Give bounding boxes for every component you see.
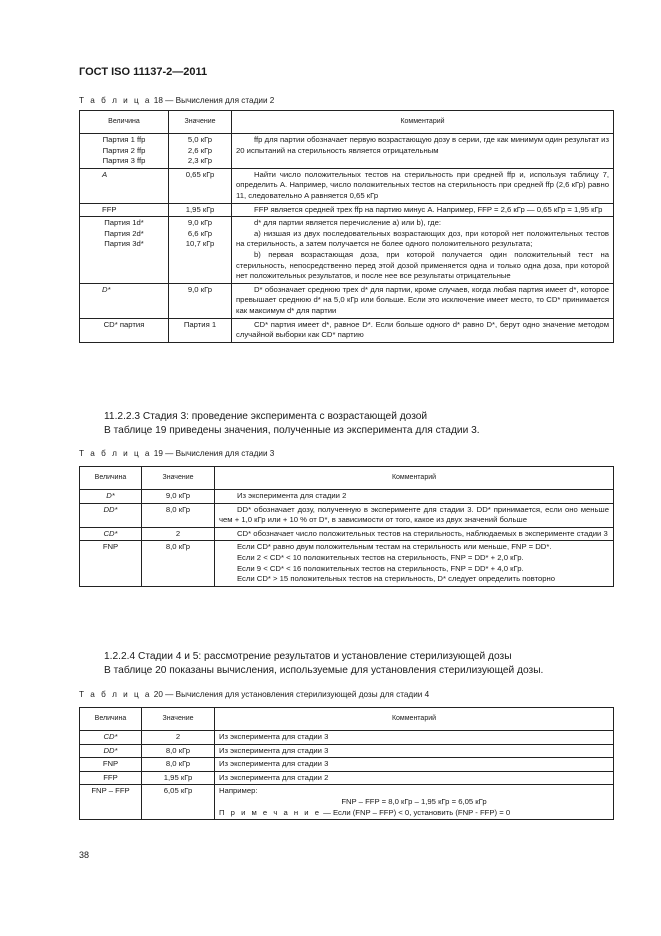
formula-line: FNP – FFP = 8,0 кГр – 1,95 кГр = 6,05 кГр bbox=[341, 796, 487, 806]
cell-value: 9,0 кГр bbox=[142, 490, 215, 504]
table-row bbox=[80, 283, 614, 318]
caption-text: 20 — Вычисления для установления стерилизующей дозы для стадии 4 bbox=[151, 690, 430, 699]
cell-quantity: FNP – FFP bbox=[80, 785, 142, 820]
comment-line: Например: bbox=[219, 786, 258, 796]
cell-quantity: DD* bbox=[80, 744, 142, 758]
cell-quantity: D* bbox=[80, 283, 169, 318]
table-row bbox=[80, 785, 614, 820]
caption-prefix: Т а б л и ц а bbox=[79, 690, 152, 699]
cell-quantity: D* bbox=[80, 490, 142, 504]
comment-line: Если 2 < CD* < 10 положительных тестов на стерильность, FNP = DD* + 2,0 кГр. bbox=[237, 552, 524, 562]
comment-line: Если CD* > 15 положительных тестов на стерильность, D* следует определить повторно bbox=[237, 574, 556, 584]
cell-comment: Из эксперимента для стадии 3 bbox=[215, 731, 614, 745]
caption-text: 18 — Вычисления для стадии 2 bbox=[151, 96, 275, 105]
note-text: — Если (FNP – FFP) < 0, установить (FNP - FFP) = 0 bbox=[320, 807, 511, 817]
cell-comment: CD* партия имеет d*, равное D*. Если больше одного d* равно D*, берут одно значение методом случайной выборки как CD* партию bbox=[232, 318, 614, 342]
section-title: 1.2.2.4 Стадии 4 и 5: рассмотрение результатов и установление стерилизующей дозы bbox=[104, 651, 512, 662]
cell-value: 5,0 кГр 2,6 кГр 2,3 кГр bbox=[169, 134, 232, 169]
cell-value: 1,95 кГр bbox=[142, 771, 215, 785]
table-row bbox=[80, 758, 614, 772]
document-header: ГОСТ ISO 11137-2—2011 bbox=[79, 66, 208, 78]
comment-line: d* для партии является перечисление а) или b), где: bbox=[254, 218, 442, 228]
cell-quantity: Партия 1 ffp Партия 2 ffp Партия 3 ffp bbox=[80, 134, 169, 169]
table-18-caption bbox=[79, 96, 274, 105]
table-row bbox=[80, 541, 614, 586]
col-header-value: Значение bbox=[142, 467, 215, 490]
table-header-row bbox=[80, 708, 614, 731]
comment-line: a) низшая из двух последовательных возрастающих доз, при которой нет положительных тестов на стерильность, а затем получается не более одного положительного результата; bbox=[236, 228, 609, 249]
col-header-comment: Комментарий bbox=[232, 111, 614, 134]
cell-quantity: FFP bbox=[80, 771, 142, 785]
cell-quantity: FNP bbox=[80, 758, 142, 772]
cell-value: 9,0 кГр bbox=[169, 283, 232, 318]
cell-comment: Из эксперимента для стадии 3 bbox=[215, 744, 614, 758]
table-row bbox=[80, 771, 614, 785]
cell-value: 9,0 кГр 6,6 кГр 10,7 кГр bbox=[169, 217, 232, 284]
cell-comment: CD* обозначает число положительных тестов на стерильность, наблюдаемых в эксперименте стадии 3 bbox=[215, 527, 614, 541]
note-line bbox=[219, 808, 609, 819]
table-row bbox=[80, 203, 614, 217]
table-20 bbox=[79, 707, 614, 820]
cell-quantity: A bbox=[80, 168, 169, 203]
cell-comment: D* обозначает среднюю трех d* для партии, кроме случаев, когда любая партия имеет d*, которое превышает среднюю d* на 5,0 кГр или больше. Если это исключение имеет место, то CD* принимается как максимум d* для партии bbox=[232, 283, 614, 318]
col-header-quantity: Величина bbox=[80, 467, 142, 490]
table-row bbox=[80, 503, 614, 527]
cell-quantity: CD* bbox=[80, 731, 142, 745]
cell-comment: Из эксперимента для стадии 2 bbox=[215, 490, 614, 504]
comment-line: b) первая возрастающая доза, при которой получается один положительный тест на стерильность, непосредственно перед этой дозой применяется одна и только одна доза, при которой нет положительных результатов, и после нее все результаты отрицательные bbox=[236, 249, 609, 281]
cell-value: 2 bbox=[142, 527, 215, 541]
col-header-value: Значение bbox=[169, 111, 232, 134]
caption-prefix: Т а б л и ц а bbox=[79, 96, 152, 105]
cell-comment bbox=[215, 541, 614, 586]
cell-comment: ffp для партии обозначает первую возрастающую дозу в серии, где как минимум один результат из 20 испытаний на стерильность является отрицательным bbox=[232, 134, 614, 169]
table-row bbox=[80, 217, 614, 284]
col-header-comment: Комментарий bbox=[215, 708, 614, 731]
table-row bbox=[80, 318, 614, 342]
cell-comment: Из эксперимента для стадии 3 bbox=[215, 758, 614, 772]
comment-line: Если CD* равно двум положительным тестам на стерильность или меньше, FNP = DD*. bbox=[237, 542, 552, 552]
section-text: В таблице 20 показаны вычисления, используемые для установления стерилизующей дозы. bbox=[104, 665, 544, 676]
comment-line: Если 9 < CD* < 16 положительных тестов на стерильность, FNP = DD* + 4,0 кГр. bbox=[237, 563, 524, 573]
section-title: 11.2.2.3 Стадия 3: проведение эксперимента с возрастающей дозой bbox=[104, 411, 428, 422]
note-prefix: П р и м е ч а н и е bbox=[219, 807, 321, 817]
cell-value: 8,0 кГр bbox=[142, 541, 215, 586]
table-row bbox=[80, 731, 614, 745]
cell-value: 8,0 кГр bbox=[142, 744, 215, 758]
cell-comment bbox=[232, 217, 614, 284]
cell-value: 1,95 кГр bbox=[169, 203, 232, 217]
table-row bbox=[80, 490, 614, 504]
table-header-row bbox=[80, 467, 614, 490]
cell-quantity: DD* bbox=[80, 503, 142, 527]
col-header-value: Значение bbox=[142, 708, 215, 731]
col-header-quantity: Величина bbox=[80, 111, 169, 134]
caption-prefix: Т а б л и ц а bbox=[79, 449, 152, 458]
cell-value: 8,0 кГр bbox=[142, 503, 215, 527]
caption-text: 19 — Вычисления для стадии 3 bbox=[151, 449, 275, 458]
section-text: В таблице 19 приведены значения, полученные из эксперимента для стадии 3. bbox=[104, 425, 480, 436]
table-row bbox=[80, 527, 614, 541]
cell-comment: Из эксперимента для стадии 2 bbox=[215, 771, 614, 785]
cell-value: 0,65 кГр bbox=[169, 168, 232, 203]
table-row bbox=[80, 744, 614, 758]
table-row bbox=[80, 134, 614, 169]
table-19 bbox=[79, 466, 614, 587]
cell-value: 2 bbox=[142, 731, 215, 745]
table-header-row bbox=[80, 111, 614, 134]
cell-value: 6,05 кГр bbox=[142, 785, 215, 820]
cell-quantity: CD* bbox=[80, 527, 142, 541]
cell-quantity: FFP bbox=[80, 203, 169, 217]
cell-value: 8,0 кГр bbox=[142, 758, 215, 772]
cell-value: Партия 1 bbox=[169, 318, 232, 342]
cell-comment: DD* обозначает дозу, полученную в эксперименте для стадии 3. DD* принимается, если оно меньше чем + 1,0 кГр или + 10 % от D*, в зависимости от того, какое из двух значений больше bbox=[215, 503, 614, 527]
col-header-quantity: Величина bbox=[80, 708, 142, 731]
table-row bbox=[80, 168, 614, 203]
cell-comment bbox=[215, 785, 614, 820]
cell-quantity: CD* партия bbox=[80, 318, 169, 342]
cell-comment: Найти число положительных тестов на стерильность при средней ffp и, используя таблицу 7, определить A. Например, число положительных тестов на стерильность при средней ffp (2,6 кГр) равно 11, следовательно A равняется 0,65 кГр bbox=[232, 168, 614, 203]
col-header-comment: Комментарий bbox=[215, 467, 614, 490]
cell-quantity: Партия 1d* Партия 2d* Партия 3d* bbox=[80, 217, 169, 284]
cell-comment: FFP является средней трех ffp на партию минус A. Например, FFP = 2,6 кГр — 0,65 кГр = 1,95 кГр bbox=[232, 203, 614, 217]
cell-quantity: FNP bbox=[80, 541, 142, 586]
table-20-caption bbox=[79, 690, 429, 699]
table-18 bbox=[79, 110, 614, 343]
page-number: 38 bbox=[79, 850, 90, 860]
table-19-caption bbox=[79, 449, 274, 458]
